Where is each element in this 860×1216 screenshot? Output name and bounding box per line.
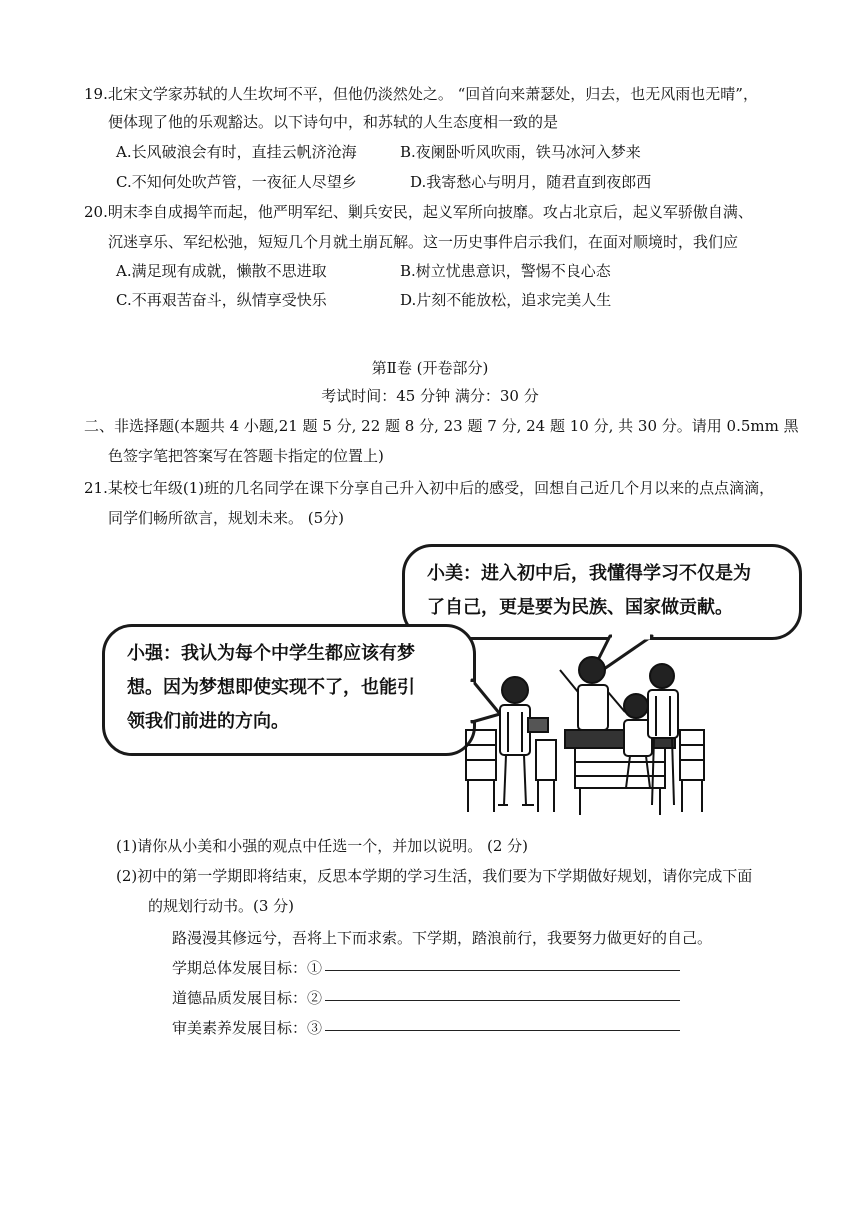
part2-title: 第Ⅱ卷 (开卷部分)	[371, 359, 489, 377]
q19-option-a: A.长风破浪会有时，直挂云帆济沧海	[116, 143, 357, 161]
bubble-xiaoqiang-line2: 想。因为梦想即使实现不了，也能引	[127, 677, 415, 698]
q21-illustration	[0, 530, 860, 830]
students-cartoon	[0, 530, 860, 830]
student-figure-girl-standing	[560, 657, 625, 730]
goal-moral-answer-line[interactable]	[325, 1000, 680, 1001]
q21-sub1: (1)请你从小美和小强的观点中任选一个，并加以说明。 (2 分)	[116, 837, 529, 855]
q21-stem-line2: 同学们畅所欲言，规划未来。 (5分)	[108, 509, 345, 527]
goal-aesthetic-answer-line[interactable]	[325, 1030, 680, 1031]
bubble-xiaoqiang-line3: 领我们前进的方向。	[127, 711, 289, 732]
desk	[565, 730, 675, 815]
goal-overall-label: 学期总体发展目标：①	[172, 959, 323, 977]
bubble-xiaomei-line1: 小美：进入初中后，我懂得学习不仅是为	[427, 563, 751, 584]
goal-moral-label: 道德品质发展目标：②	[172, 989, 323, 1007]
q21-sub2-line2: 的规划行动书。(3 分)	[148, 897, 295, 915]
q19-stem-line2: 便体现了他的乐观豁达。以下诗句中，和苏轼的人生态度相一致的是	[108, 113, 559, 131]
goal-overall-answer-line[interactable]	[325, 970, 680, 971]
section2-heading-line1: 二、非选择题(本题共 4 小题,21 题 5 分, 22 题 8 分, 23 题 7 分, 24 题 10 分, 共 30 分。请用 0.5mm 黑	[84, 417, 799, 435]
section2-heading-line2: 色签字笔把答案写在答题卡指定的位置上)	[108, 447, 384, 465]
q20-stem-line2: 沉迷享乐、军纪松弛，短短几个月就土崩瓦解。这一历史事件启示我们，在面对顺境时，我们应	[108, 233, 739, 251]
q20-option-d: D.片刻不能放松，追求完美人生	[400, 291, 612, 309]
bubble-xiaomei-line2: 了自己，更是要为民族、国家做贡献。	[427, 597, 733, 618]
bubble-xiaoqiang-line1: 小强：我认为每个中学生都应该有梦	[127, 643, 415, 664]
q19-stem-line1: 19.北宋文学家苏轼的人生坎坷不平，但他仍淡然处之。 “回首向来萧瑟处，归去，也无风雨也无晴”，	[84, 85, 758, 103]
q21-stem-line1: 21.某校七年级(1)班的几名同学在课下分享自己升入初中后的感受，回想自己近几个月以来的点点滴滴，	[84, 479, 775, 497]
plan-intro: 路漫漫其修远兮，吾将上下而求索。下学期，踏浪前行，我要努力做更好的自己。	[172, 929, 713, 947]
chair-right	[680, 730, 704, 812]
q20-stem-line1: 20.明末李自成揭竿而起，他严明军纪、剿兵安民，起义军所向披靡。攻占北京后，起义军骄傲自满、	[84, 203, 753, 221]
q20-option-b: B.树立忧患意识，警惕不良心态	[400, 262, 611, 280]
goal-aesthetic-label: 审美素养发展目标：③	[172, 1019, 323, 1037]
q19-option-d: D.我寄愁心与明月，随君直到夜郎西	[410, 173, 652, 191]
q20-option-a: A.满足现有成就，懒散不思进取	[116, 262, 327, 280]
q20-option-c: C.不再艰苦奋斗，纵情享受快乐	[116, 291, 327, 309]
part2-exam-info: 考试时间：45 分钟 满分：30 分	[321, 387, 539, 405]
q21-sub2-line1: (2)初中的第一学期即将结束，反思本学期的学习生活，我们要为下学期做好规划，请你完成下面	[116, 867, 753, 885]
q19-option-b: B.夜阑卧听风吹雨，铁马冰河入梦来	[400, 143, 641, 161]
q19-option-c: C.不知何处吹芦管，一夜征人尽望乡	[116, 173, 357, 191]
